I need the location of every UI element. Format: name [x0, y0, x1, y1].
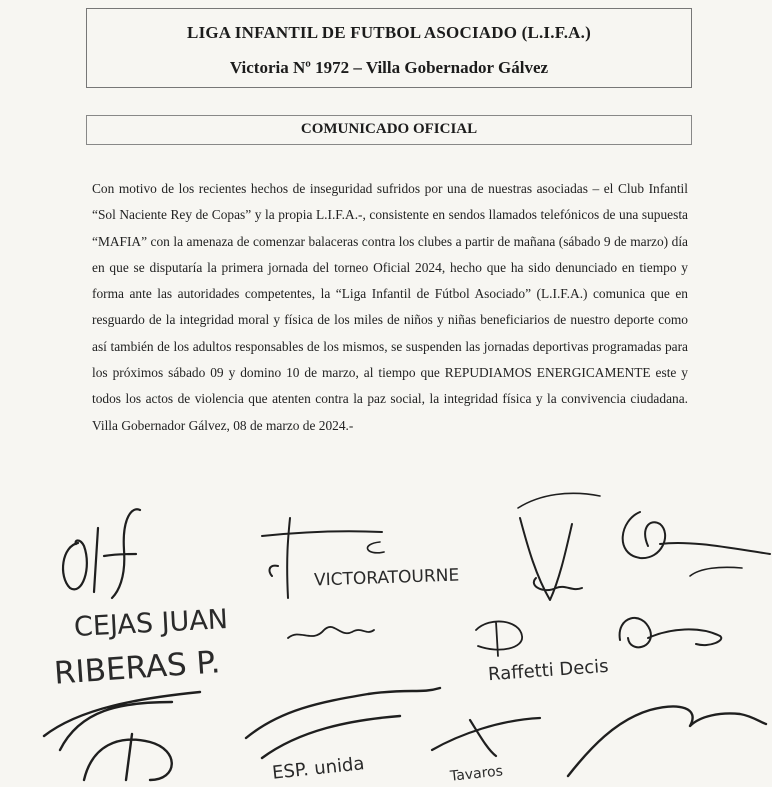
- signature-scrawl-1: [63, 541, 87, 590]
- signature-scrawl-10: [246, 688, 440, 758]
- signatures-area: [0, 488, 772, 785]
- signature-scrawl-4b: [690, 567, 742, 576]
- signature-name-victoratourne: VICTORATOURNE: [313, 565, 460, 591]
- comunicado-title: COMUNICADO OFICIAL: [300, 121, 478, 137]
- signature-scrawl-5: [288, 627, 374, 638]
- signature-scrawl-4: [623, 512, 770, 558]
- signature-name-riberas: RIBERAS P.: [52, 644, 222, 692]
- signature-scrawl-7: [620, 618, 722, 647]
- signature-name-tavaros: Tavaros: [449, 763, 504, 785]
- letterhead-box: [86, 8, 692, 88]
- signature-scrawl-3: [520, 518, 582, 600]
- signature-name-esp-unida: ESP. unida: [271, 753, 366, 784]
- signature-name-cejas: CEJAS JUAN: [73, 603, 229, 644]
- signature-scrawl-3b: [518, 493, 600, 508]
- league-title: LIGA INFANTIL DE FUTBOL ASOCIADO (L.I.F.A.): [187, 23, 591, 42]
- signature-name-decis: Raffetti Decis: [487, 655, 610, 686]
- statement-body: Con motivo de los recientes hechos de inseguridad sufridos por una de nuestras asociadas – el Club Infantil “Sol Naciente Rey de Copas” y la propia L.I.F.A.-, consistente en sendos llamados telefónicos de una supuesta “MAFIA” con la amenaza de comenzar balaceras contra los clubes a partir de mañana (sábado 9 de marzo) día en que se disputaría la primera jornada del torneo Oficial 2024, hecho que ha sido denunciado en tiempo y forma ante las autoridades competentes, la “Liga Infantil de Fútbol Asociado” (L.I.F.A.) comunica que en resguardo de la integridad moral y física de los miles de niños y niñas beneficiarios de nuestro deporte como así también de los adultos responsables de los mismos, se suspenden las jornadas deportivas programadas para los próximos sábado 09 y domino 10 de marzo, al tiempo que REPUDIAMOS ENERGICAMENTE este y todos los actos de violencia que atenten contra la paz social, la integridad física y la convivencia ciudadana. Villa Gobernador Gálvez, 08 de marzo de 2024.-: [92, 181, 688, 433]
- comunicado-box: [86, 115, 692, 145]
- signature-scrawl-2b: [368, 542, 384, 553]
- signature-scrawl-12: [568, 707, 766, 776]
- signature-scrawl-1b: [94, 509, 140, 598]
- signature-scrawl-6: [476, 621, 522, 656]
- league-address: Victoria Nº 1972 – Villa Gobernador Gálvez: [229, 58, 549, 77]
- signature-scrawl-11: [432, 718, 540, 756]
- signature-scrawl-9: [84, 734, 172, 780]
